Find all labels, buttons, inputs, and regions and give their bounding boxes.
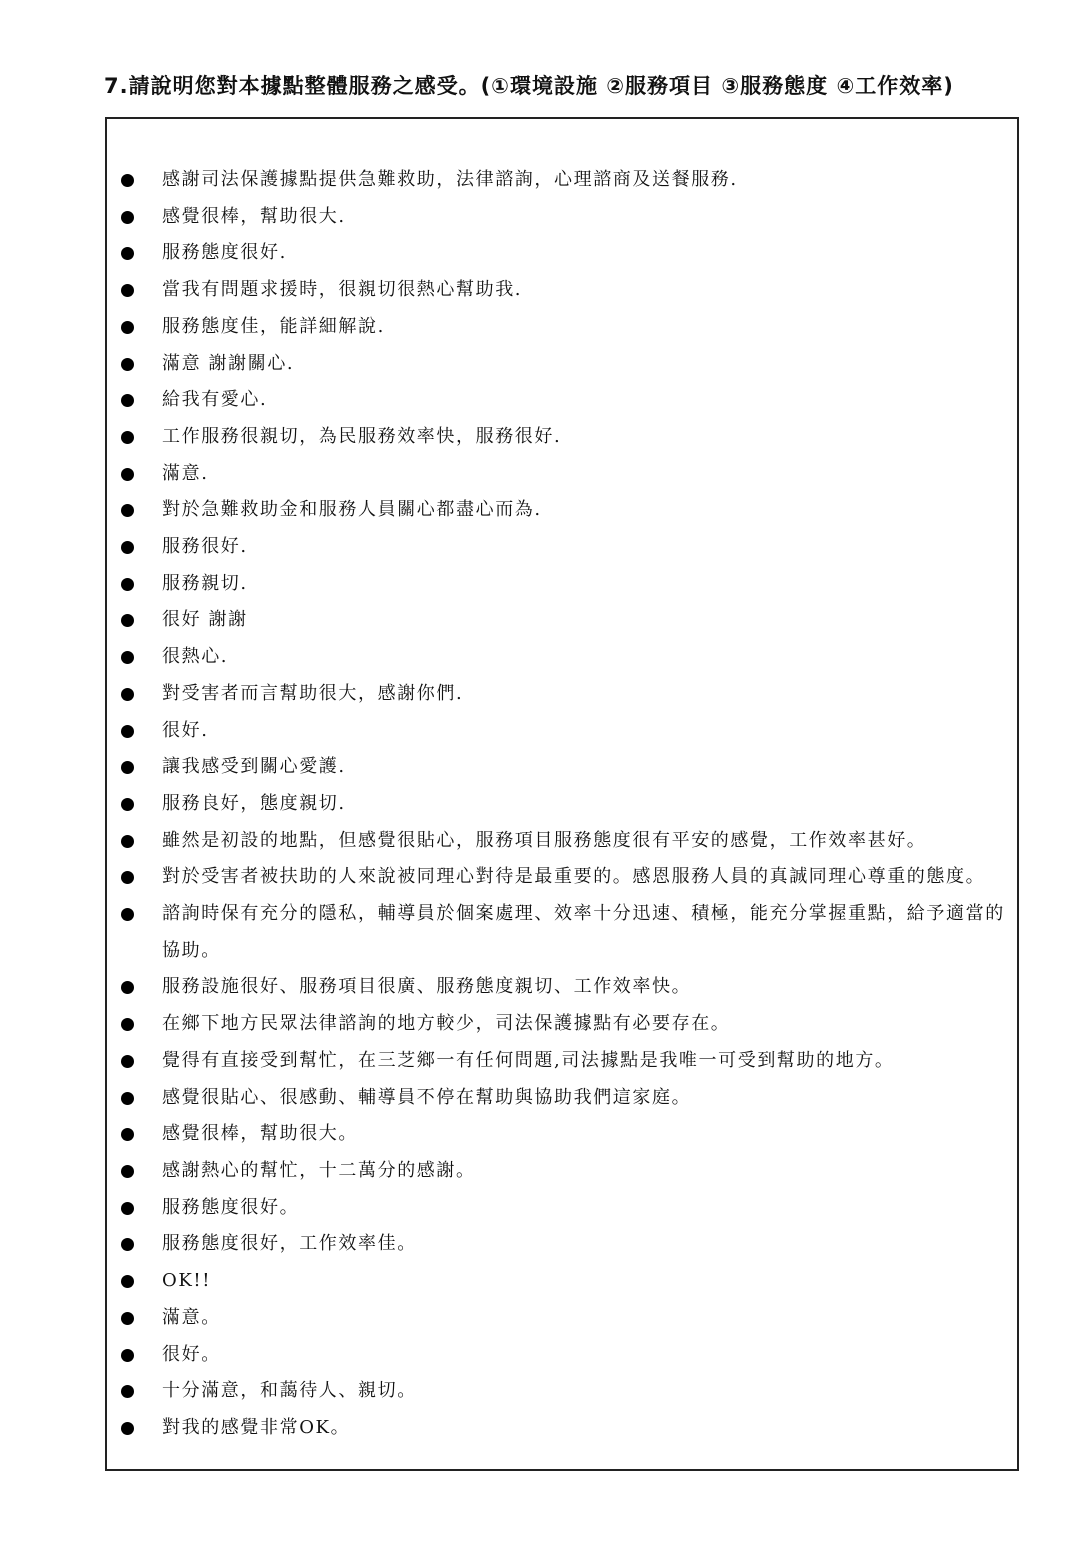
response-text: 在鄉下地方民眾法律諮詢的地方較少，司法保護據點有必要存在。: [162, 1013, 731, 1035]
response-item: [107, 1116, 1017, 1153]
response-item: [107, 529, 1017, 566]
response-item: [107, 235, 1017, 272]
response-item: [107, 456, 1017, 493]
bullet-dot-icon: [121, 1128, 134, 1141]
bullet-dot-icon: [121, 1275, 134, 1288]
bullet-dot-icon: [121, 211, 134, 224]
response-item: [107, 382, 1017, 419]
bullet-dot-icon: [121, 358, 134, 371]
response-text: OK!!: [162, 1270, 212, 1292]
response-item: [107, 1300, 1017, 1337]
response-text: 感謝熱心的幫忙，十二萬分的感謝。: [162, 1159, 476, 1181]
response-text: 滿意.: [162, 462, 209, 484]
response-item: [107, 1263, 1017, 1300]
response-text: 服務設施很好、服務項目很廣、服務態度親切、工作效率快。: [162, 976, 692, 998]
bullet-dot-icon: [121, 431, 134, 444]
response-item: [107, 1226, 1017, 1263]
bullet-dot-icon: [121, 981, 134, 994]
response-item: [107, 749, 1017, 786]
response-item: [107, 566, 1017, 603]
response-text: 服務良好，態度親切.: [162, 792, 346, 814]
response-text: 很熱心.: [162, 646, 229, 668]
bullet-dot-icon: [121, 1238, 134, 1251]
response-item: [107, 713, 1017, 750]
bullet-dot-icon: [121, 1349, 134, 1362]
bullet-dot-icon: [121, 321, 134, 334]
response-item: [107, 602, 1017, 639]
bullet-dot-icon: [121, 1055, 134, 1068]
response-item: [107, 676, 1017, 713]
bullet-dot-icon: [121, 871, 134, 884]
bullet-dot-icon: [121, 1018, 134, 1031]
response-text: 工作服務很親切，為民服務效率快，服務很好.: [162, 425, 562, 447]
response-item: [107, 272, 1017, 309]
response-text: 十分滿意，和藹待人、親切。: [162, 1380, 417, 1402]
bullet-dot-icon: [121, 1422, 134, 1435]
bullet-dot-icon: [121, 541, 134, 554]
response-item: [107, 823, 1017, 860]
response-text: 服務態度很好.: [162, 242, 287, 264]
response-item: [107, 859, 1017, 896]
response-item: [107, 419, 1017, 456]
response-text: 覺得有直接受到幫忙，在三芝鄉一有任何問題,司法據點是我唯一可受到幫助的地方。: [162, 1049, 895, 1071]
response-item: [107, 309, 1017, 346]
response-text: 感覺很棒，幫助很大.: [162, 205, 346, 227]
response-item: [107, 969, 1017, 1006]
response-item: [107, 199, 1017, 236]
bullet-dot-icon: [121, 174, 134, 187]
bullet-dot-icon: [121, 1202, 134, 1215]
response-text: 很好 謝謝: [162, 609, 248, 631]
response-text: 對我的感覺非常OK。: [162, 1416, 351, 1438]
response-text: 服務很好.: [162, 536, 248, 558]
response-item: [107, 896, 1017, 969]
response-item: [107, 1043, 1017, 1080]
response-text: 滿意。: [162, 1306, 221, 1328]
response-item: [107, 1373, 1017, 1410]
response-item: [107, 346, 1017, 383]
response-text: 服務親切.: [162, 572, 248, 594]
response-text: 雖然是初設的地點，但感覺很貼心，服務項目服務態度很有平安的感覺，工作效率甚好。: [162, 829, 927, 851]
response-text: 感覺很棒，幫助很大。: [162, 1123, 358, 1145]
bullet-dot-icon: [121, 1385, 134, 1398]
response-text: 服務態度很好。: [162, 1196, 300, 1218]
bullet-dot-icon: [121, 688, 134, 701]
response-text: 很好。: [162, 1343, 221, 1365]
response-item: [107, 1006, 1017, 1043]
response-text: 對於受害者被扶助的人來說被同理心對待是最重要的。感恩服務人員的真誠同理心尊重的態度。: [162, 866, 986, 888]
response-text: 服務態度很好，工作效率佳。: [162, 1233, 417, 1255]
bullet-dot-icon: [121, 1092, 134, 1105]
response-item: [107, 786, 1017, 823]
bullet-dot-icon: [121, 798, 134, 811]
response-item: [107, 1080, 1017, 1117]
response-text: 諮詢時保有充分的隱私，輔導員於個案處理、效率十分迅速、積極，能充分掌握重點，給予適當的協助。: [162, 903, 1005, 961]
bullet-dot-icon: [121, 908, 134, 921]
bullet-dot-icon: [121, 1165, 134, 1178]
response-text: 對於急難救助金和服務人員關心都盡心而為.: [162, 499, 542, 521]
bullet-dot-icon: [121, 761, 134, 774]
response-item: [107, 1153, 1017, 1190]
response-text: 服務態度佳，能詳細解說.: [162, 315, 385, 337]
bullet-dot-icon: [121, 504, 134, 517]
response-item: [107, 1337, 1017, 1374]
bullet-dot-icon: [121, 614, 134, 627]
response-text: 當我有問題求援時，很親切很熱心幫助我.: [162, 279, 523, 301]
response-text: 滿意 謝謝關心.: [162, 352, 295, 374]
response-item: [107, 162, 1017, 199]
response-text: 讓我感受到關心愛護.: [162, 756, 346, 778]
response-text: 感覺很貼心、很感動、輔導員不停在幫助與協助我們這家庭。: [162, 1086, 692, 1108]
bullet-dot-icon: [121, 835, 134, 848]
bullet-dot-icon: [121, 1312, 134, 1325]
response-text: 很好.: [162, 719, 209, 741]
response-item: [107, 1190, 1017, 1227]
response-list: [107, 162, 1017, 1447]
response-item: [107, 492, 1017, 529]
question-heading: 7.請說明您對本據點整體服務之感受。(①環境設施 ②服務項目 ③服務態度 ④工作效率): [104, 74, 954, 98]
bullet-dot-icon: [121, 394, 134, 407]
response-text: 給我有愛心.: [162, 389, 268, 411]
bullet-dot-icon: [121, 284, 134, 297]
bullet-dot-icon: [121, 725, 134, 738]
bullet-dot-icon: [121, 468, 134, 481]
response-text: 感謝司法保護據點提供急難救助，法律諮詢，心理諮商及送餐服務.: [162, 169, 738, 190]
response-item: [107, 1410, 1017, 1447]
bullet-dot-icon: [121, 578, 134, 591]
bullet-dot-icon: [121, 651, 134, 664]
bullet-dot-icon: [121, 247, 134, 260]
response-item: [107, 639, 1017, 676]
responses-box: [105, 117, 1019, 1471]
response-text: 對受害者而言幫助很大，感謝你們.: [162, 682, 464, 704]
